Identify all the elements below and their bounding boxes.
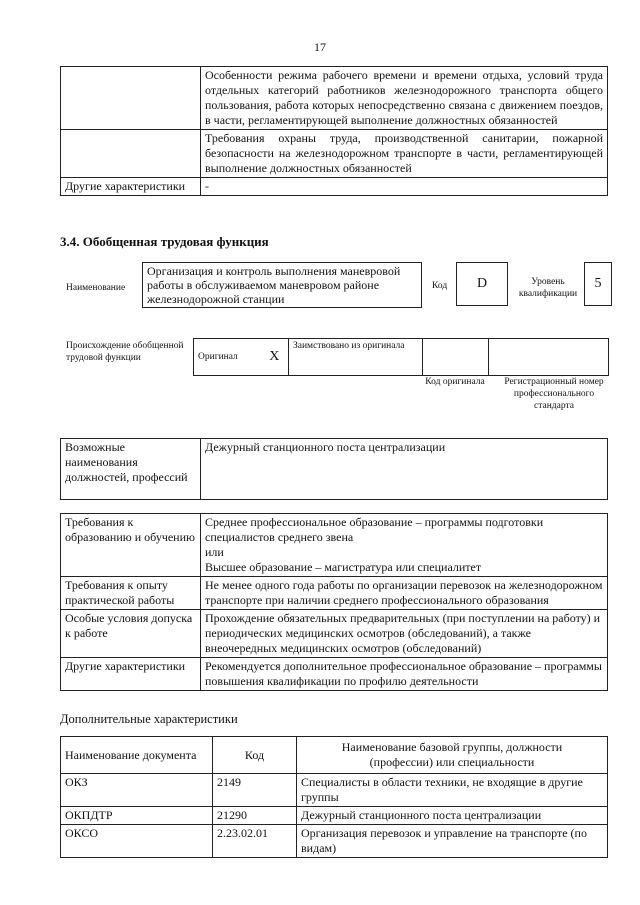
table-row [61, 807, 608, 825]
table-cell: 2149 [213, 774, 297, 807]
row-line: Высшее образование – магистратура или специалитет [205, 560, 482, 574]
table-cell: Специалисты в области техники, не входящие в другие группы [297, 774, 608, 807]
column-header: Код [213, 737, 297, 774]
row-text: Особенности режима рабочего времени и времени отдыха, условий труда отдельных категорий работников железнодорожного транспорта общего пользования, работа которых непосредственно связана с движением поездов, в части, регламентирующей выполнение должностных обязанностей [201, 67, 608, 130]
requirements-table [60, 513, 608, 691]
code-origin-cell [423, 339, 489, 376]
original-label: Оригинал [194, 339, 261, 376]
table-row [61, 825, 608, 858]
table-row [61, 67, 608, 130]
table-row [61, 130, 608, 178]
table-header-row [61, 737, 608, 774]
positions-table [60, 438, 608, 500]
row-label: Требования к опыту практической работы [61, 577, 201, 610]
reg-caption: Регистрационный номер профессионального стандарта [504, 377, 604, 411]
additional-title: Дополнительные характеристики [60, 712, 238, 726]
column-header: Наименование базовой группы, должности (профессии) или специальности [297, 737, 608, 774]
table-cell: ОКСО [61, 825, 213, 858]
section-title: 3.4. Обобщенная трудовая функция [60, 234, 269, 249]
row-line: Среднее профессиональное образование – программы подготовки специалистов среднего звена [205, 515, 544, 544]
row-label [61, 67, 201, 130]
table-cell: Дежурный станционного поста централизации [297, 807, 608, 825]
code-caption: Код оригинала [425, 377, 485, 387]
top-table [60, 66, 608, 196]
table-cell: ОКЗ [61, 774, 213, 807]
origin-table [193, 338, 609, 376]
positions-label: Возможные наименования должностей, профессий [61, 439, 201, 500]
original-mark: X [261, 339, 289, 376]
row-text: - [201, 178, 608, 196]
code-value: D [456, 262, 508, 306]
origin-label: Происхождение обобщенной трудовой функции [66, 341, 184, 363]
row-line: Рекомендуется дополнительное профессиональное образование – программы повышения квалификации по профилю деятельности [201, 658, 608, 691]
name-label: Наименование [66, 283, 126, 293]
row-line: Не менее одного года работы по организации перевозок на железнодорожном транспорте при наличии среднего профессионального образования [201, 577, 608, 610]
table-cell: Организация перевозок и управление на транспорте (по видам) [297, 825, 608, 858]
row-label: Другие характеристики [61, 178, 201, 196]
table-cell: ОКПДТР [61, 807, 213, 825]
row-text: Требования охраны труда, производственной санитарии, пожарной безопасности на железнодорожном транспорте в части, регламентирующей выполнение должностных обязанностей [201, 130, 608, 178]
reg-number-cell [489, 339, 609, 376]
table-cell: 2.23.02.01 [213, 825, 297, 858]
function-name: Организация и контроль выполнения маневровой работы в обслуживаемом маневровом районе железнодорожной станции [142, 262, 422, 308]
row-line: Прохождение обязательных предварительных (при поступлении на работу) и периодических медицинских осмотров (обследований), а также внеочередных медицинских осмотров (обследований) [201, 610, 608, 658]
table-cell: 21290 [213, 807, 297, 825]
table-row [61, 178, 608, 196]
row-label: Требования к образованию и обучению [61, 514, 201, 577]
table-row [61, 774, 608, 807]
borrowed-label: Заимствовано из оригинала [289, 339, 423, 376]
row-label [61, 130, 201, 178]
additional-table [60, 736, 608, 858]
level-label: Уровень квалификации [518, 277, 578, 299]
row-label: Другие характеристики [61, 658, 201, 691]
column-header: Наименование документа [61, 737, 213, 774]
row-label: Особые условия допуска к работе [61, 610, 201, 658]
page-number: 17 [314, 40, 326, 54]
positions-value: Дежурный станционного поста централизации [201, 439, 608, 500]
table-row [61, 658, 608, 691]
table-row [61, 610, 608, 658]
row-line: или [205, 545, 224, 559]
table-row [61, 577, 608, 610]
level-value: 5 [584, 262, 612, 306]
table-row [61, 514, 608, 577]
code-label: Код [432, 281, 448, 291]
